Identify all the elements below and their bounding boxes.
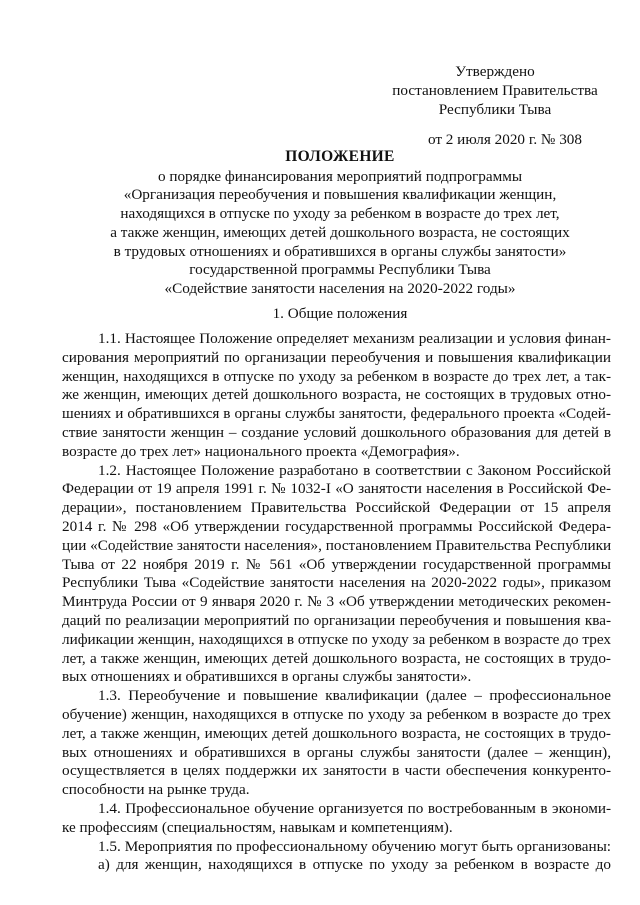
paragraph-line: вых отношениях и обратившихся в органы службы занятости (далее – женщин),	[62, 743, 611, 761]
paragraph-line: дерации», постановлением Правительства Российской Федерации от 15 апреля	[62, 499, 611, 517]
approval-date: от 2 июля 2020 г. № 308	[427, 131, 582, 148]
paragraph-line: шениях и обратившихся в органы службы занятости, федерального проекта «Содей-	[62, 405, 611, 423]
paragraph-line: лификации женщин, находящихся в отпуске по уходу за ребенком в возрасте до трех	[62, 630, 611, 648]
title-line: в трудовых отношениях и обратившихся в органы службы занятости»	[113, 242, 567, 260]
approval-stamp	[380, 62, 610, 149]
approval-line-3: Республики Тыва	[438, 101, 552, 118]
paragraph-line: ствие занятости женщин – создание условий дошкольного образования для детей в	[62, 423, 611, 441]
approval-line-2: постановлением Правительства	[392, 82, 598, 99]
paragraph-line: возрасте до трех лет» национального проекта «Демография».	[62, 442, 460, 460]
paragraph-line: 1.5. Мероприятия по профессиональному обучению могут быть организованы:	[98, 837, 611, 855]
paragraph-line: Тыва от 22 ноября 2019 г. № 561 «Об утверждении государственной программы	[62, 555, 611, 573]
paragraph-line: 1.4. Профессиональное обучение организуется по востребованным в экономи-	[98, 799, 611, 817]
paragraph-line: обучение) женщин, находящихся в отпуске по уходу за ребенком в возрасте до трех	[62, 705, 611, 723]
document-body	[62, 330, 611, 875]
document-heading: ПОЛОЖЕНИЕ	[285, 148, 395, 165]
document-title-block	[20, 148, 640, 299]
paragraph-line: Минтруда России от 9 января 2020 г. № 3 «Об утверждении методических рекомен-	[62, 593, 611, 611]
approval-line-1: Утверждено	[455, 63, 535, 80]
paragraph-line: даций по реализации мероприятий по организации переобучения и повышения ква-	[62, 611, 611, 629]
paragraph-line: вых отношениях и обратившихся в органы службы занятости».	[62, 668, 472, 686]
paragraph-line: женщин, находящихся в отпуске по уходу за ребенком в возрасте до трех лет, а так-	[62, 367, 611, 385]
title-line: «Организация переобучения и повышения квалификации женщин,	[123, 186, 557, 204]
paragraph-line: осуществляется в целях поддержки их занятости в части обеспечения конкуренто-	[62, 762, 611, 780]
title-line: а также женщин, имеющих детей дошкольного возраста, не состоящих	[110, 223, 570, 241]
paragraph-line: а) для женщин, находящихся в отпуске по уходу за ребенком в возрасте до	[98, 856, 611, 874]
title-line: о порядке финансирования мероприятий подпрограммы	[157, 167, 523, 185]
paragraph-line: 1.3. Переобучение и повышение квалификации (далее – профессиональное	[98, 687, 611, 705]
title-line: государственной программы Республики Тыва	[189, 261, 491, 279]
paragraph-line: ции «Содействие занятости населения», постановлением Правительства Республики	[62, 536, 612, 554]
paragraph-line: ке профессиям (специальностям, навыкам и компетенциям).	[62, 818, 453, 836]
paragraph-line: 1.1. Настоящее Положение определяет механизм реализации и условия финан-	[98, 330, 611, 347]
paragraph-line: же женщин, имеющих детей дошкольного возраста, не состоящих в трудовых отно-	[62, 386, 611, 404]
title-line: «Содействие занятости населения на 2020-2022 годы»	[164, 279, 516, 297]
section-heading: 1. Общие положения	[272, 305, 408, 322]
paragraph-line: лет, а также женщин, имеющих детей дошкольного возраста, не состоящих в трудо-	[62, 649, 611, 667]
paragraph-line: способности на рынке труда.	[62, 781, 250, 799]
paragraph-line: лет, а также женщин, имеющих детей дошкольного возраста, не состоящих в трудо-	[62, 724, 611, 742]
title-line: находящихся в отпуске по уходу за ребенком в возрасте до трех лет,	[120, 205, 560, 223]
paragraph-line: сирования мероприятий по организации переобучения и повышения квалификации	[62, 348, 611, 366]
paragraph-line: Республики Тыва «Содействие занятости населения на 2020-2022 годы», приказом	[62, 574, 611, 592]
paragraph-line: 1.2. Настоящее Положение разработано в соответствии с Законом Российской	[98, 461, 611, 479]
paragraph-line: 2014 г. № 298 «Об утверждении государственной программы Российской Федера-	[62, 517, 611, 535]
paragraph-line: Федерации от 19 апреля 1991 г. № 1032-I «О занятости населения в Российской Фе-	[62, 480, 611, 498]
